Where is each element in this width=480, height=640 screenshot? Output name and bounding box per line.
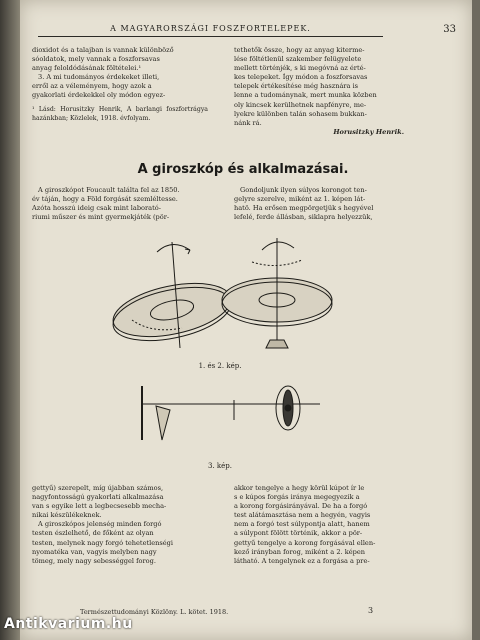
text-line: hatö. Ha erősen megpörgetjük s hegyével bbox=[234, 204, 374, 213]
text-line: tömeg, mely nagy sebességgel forog. bbox=[32, 556, 156, 565]
text-line: testen észlelhető, de főként az olyan bbox=[32, 529, 154, 538]
text-line: nyomatéka van, vagyis melyben nagy bbox=[32, 547, 157, 556]
text-line: test alátámasztása nem a hegyén, vagyis bbox=[234, 511, 371, 520]
mid-right-column bbox=[234, 186, 406, 222]
text-line: mellett történjék, s ki megóvná az érté- bbox=[234, 64, 366, 73]
figure-1-2-caption: 1. és 2. kép. bbox=[198, 362, 242, 370]
text-line: 3. A mi tudományos érdekeket illeti, bbox=[38, 73, 160, 82]
text-line: nem a forgó test súlypontja alatt, hanem bbox=[234, 520, 370, 529]
book-page bbox=[20, 0, 472, 640]
text-line: kező irányban forog, miként a 2. képen bbox=[234, 547, 365, 556]
text-line: a súlypont fölött történik, akkor a pör- bbox=[234, 529, 363, 538]
text-line: kes telepeket. Így módon a foszforsavas bbox=[234, 73, 368, 82]
text-line: anyag feloldódásának föltételei.¹ bbox=[32, 64, 142, 73]
text-line: lefelé, ferde állásban, siklapra helyezzük, bbox=[234, 213, 373, 222]
top-left-column bbox=[32, 46, 208, 123]
book-spine-shadow bbox=[0, 0, 20, 640]
text-line: lése föltétlenül szakember felügyelete bbox=[234, 55, 362, 64]
journal-footer: Természettudományi Közlöny. L. kötet. 1918. bbox=[80, 608, 229, 616]
text-line: Gondoljunk ilyen súlyos korongot ten- bbox=[240, 186, 367, 194]
text-line: gettyű) szerepelt, míg újabban számos, bbox=[32, 484, 164, 492]
page-number: 33 bbox=[443, 24, 456, 35]
text-line: sóoldatok, mely vannak a foszforsavas bbox=[32, 55, 160, 64]
text-line: dioxidot és a talajban is vannak különböző bbox=[32, 46, 174, 54]
bottom-right-column bbox=[234, 484, 406, 566]
mid-left-column bbox=[32, 186, 212, 222]
figure-3-caption: 3. kép. bbox=[208, 462, 232, 470]
text-line: év táján, hogy a Föld forgását szemléltesse. bbox=[32, 195, 178, 204]
text-line: Azóta hosszú ideig csak mint laborató- bbox=[32, 204, 161, 213]
footnote: ¹ Lásd: Horusitzky Henrik, A barlangi foszfortrágya hazánkban; Közlelek, 1918. évfolyam. bbox=[32, 105, 208, 122]
text-line: van s egyike lett a legbecsesebb mecha- bbox=[32, 502, 167, 511]
text-line: A giroszkópos jelenség minden forgó bbox=[38, 520, 162, 529]
text-line: tethetők össze, hogy az anyag kiterme- bbox=[234, 46, 365, 54]
text-line: gettyű tengelye a korong forgásával ellen- bbox=[234, 538, 376, 547]
text-line: s e kúpos forgás iránya megegyezik a bbox=[234, 493, 360, 502]
text-line: lyekre különben talán sohasem bukkan- bbox=[234, 109, 367, 118]
text-line: gyakorlati érdekekkel oly módon egyez- bbox=[32, 91, 166, 100]
text-line: látható. A tengelynek ez a forgása a pre- bbox=[234, 556, 370, 565]
text-line: akkor tengelye a hegy körül kúpot ír le bbox=[234, 484, 365, 492]
text-line: erről az a véleményem, hogy azok a bbox=[32, 82, 152, 91]
top-right-column bbox=[234, 46, 404, 137]
bottom-left-column bbox=[32, 484, 210, 566]
running-header: A MAGYARORSZÁGI FOSZFORTELEPEK. bbox=[38, 22, 383, 37]
text-line: nagyfontosságú gyakorlati alkalmazása bbox=[32, 493, 164, 502]
watermark-logo: Antikvarium.hu bbox=[4, 616, 133, 632]
text-line: lenne a tudománynak, mert munka közben bbox=[234, 91, 377, 100]
author-signature: Horusitzky Henrik. bbox=[333, 127, 404, 136]
issue-number: 3 bbox=[368, 606, 374, 615]
gyroscope-figure-3 bbox=[120, 380, 350, 452]
text-line: gelyre szerelve, miként az 1. képen lát- bbox=[234, 195, 366, 204]
text-line: riumi műszer és mint gyermekjáték (pör- bbox=[32, 213, 170, 222]
article-title: A giroszkóp és alkalmazásai. bbox=[137, 162, 349, 177]
text-line: telepek értékesítése még hasznára is bbox=[234, 82, 359, 91]
text-line: nikai készülékeknek. bbox=[32, 511, 102, 520]
text-line: testen, melynek nagy forgó tehetetlenségi bbox=[32, 538, 173, 547]
figure-1-tilted-gyroscope bbox=[108, 242, 235, 350]
gyroscope-figures-1-2 bbox=[102, 230, 338, 360]
text-line: a korong forgásirányával. De ha a forgó bbox=[234, 502, 368, 511]
text-line: A giroszkópot Foucault találta fel az 1850. bbox=[38, 186, 180, 194]
text-line: nánk rá. bbox=[234, 118, 262, 127]
text-line: oly kincsek kerülhetnek napfényre, me- bbox=[234, 100, 367, 109]
figure-2-supported-gyroscope bbox=[222, 238, 332, 348]
